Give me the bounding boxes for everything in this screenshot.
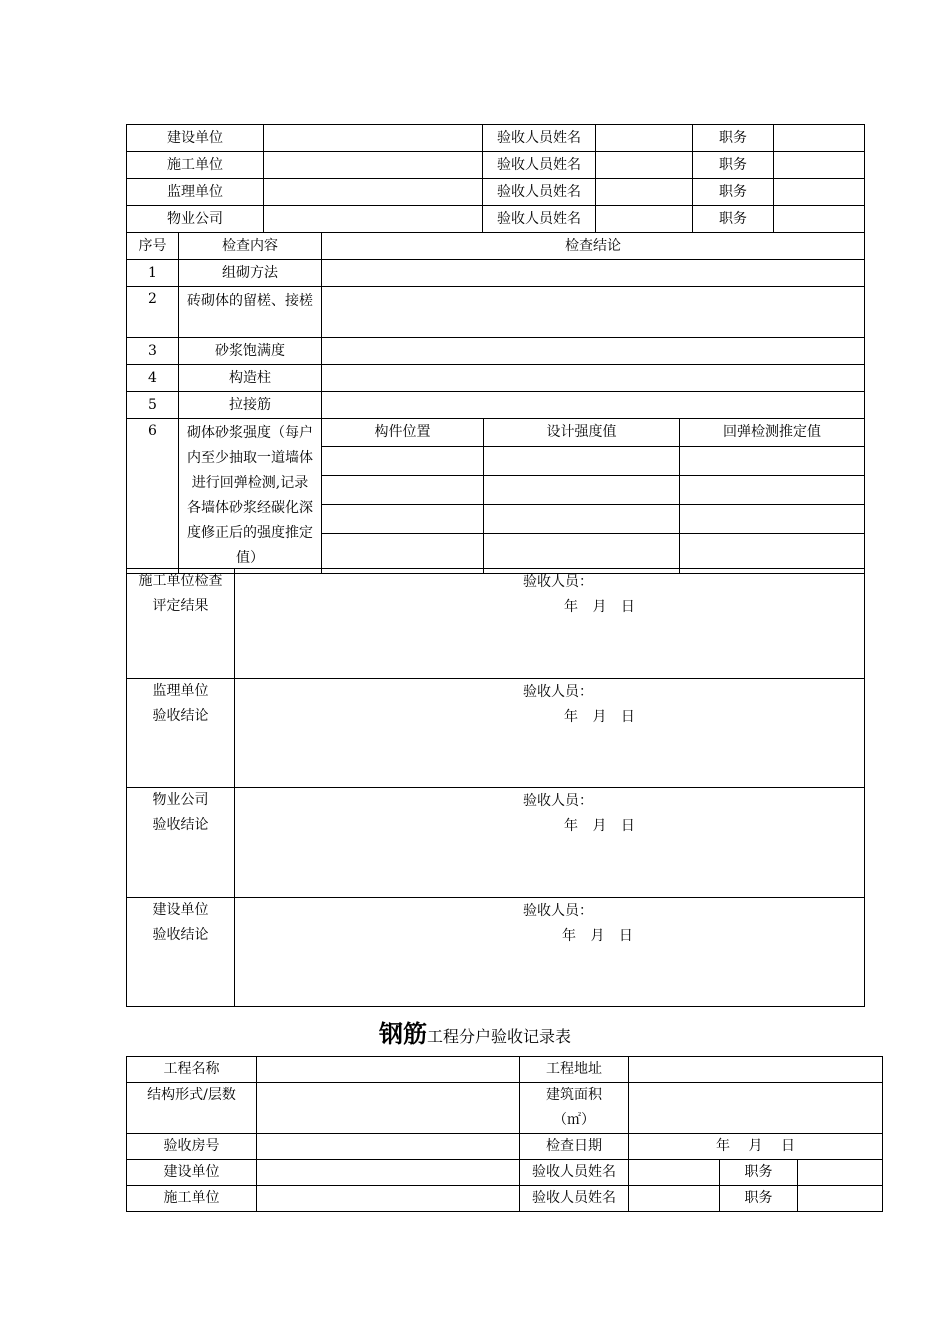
unit-row (127, 152, 865, 179)
rebar-form-table (126, 1056, 883, 1212)
item-content: 拉接筋 (179, 392, 322, 419)
unit-label: 施工单位 (127, 152, 264, 179)
structure-label: 结构形式/层数 (127, 1083, 257, 1134)
conclusion-body[interactable] (235, 569, 865, 679)
form-title (0, 1014, 950, 1049)
design-strength-cell[interactable] (484, 446, 680, 475)
table-row (127, 338, 865, 365)
table-row (127, 287, 865, 338)
project-address-value[interactable] (629, 1057, 883, 1083)
inspection-table (126, 232, 865, 574)
unit-row (127, 125, 865, 152)
inspector-label: 验收人员： (523, 574, 593, 590)
position-value[interactable] (798, 1186, 883, 1212)
unit-label: 建设单位 (127, 1160, 257, 1186)
units-table (126, 124, 865, 233)
table-row (127, 1134, 883, 1160)
table-row (127, 419, 865, 447)
unit-value[interactable] (264, 125, 483, 152)
table-row (127, 1083, 883, 1134)
date-label: 年 月 日 (564, 599, 635, 615)
header-row (127, 233, 865, 260)
sub-header-design-strength: 设计强度值 (484, 419, 680, 447)
unit-row (127, 206, 865, 233)
room-no-value[interactable] (257, 1134, 520, 1160)
conclusion-body[interactable] (235, 898, 865, 1007)
date-label: 年 月 日 (564, 709, 635, 725)
table-row (127, 365, 865, 392)
header-no: 序号 (127, 233, 179, 260)
inspector-label: 验收人员姓名 (483, 206, 596, 233)
item-content: 砂浆饱满度 (179, 338, 322, 365)
rebound-value-cell[interactable] (680, 475, 865, 504)
rebound-value-cell[interactable] (680, 504, 865, 533)
position-value[interactable] (798, 1160, 883, 1186)
header-result: 检查结论 (322, 233, 865, 260)
unit-value[interactable] (264, 179, 483, 206)
position-label: 职务 (693, 152, 774, 179)
conclusion-row (127, 679, 865, 788)
unit-label: 施工单位 (127, 1186, 257, 1212)
position-value[interactable] (774, 179, 865, 206)
project-name-label: 工程名称 (127, 1057, 257, 1083)
unit-value[interactable] (257, 1160, 520, 1186)
item-result[interactable] (322, 392, 865, 419)
unit-label: 监理单位 (127, 179, 264, 206)
rebound-value-cell[interactable] (680, 446, 865, 475)
inspector-value[interactable] (629, 1160, 720, 1186)
position-label: 职务 (693, 179, 774, 206)
inspector-label: 验收人员姓名 (520, 1160, 629, 1186)
unit-value[interactable] (264, 152, 483, 179)
location-cell[interactable] (322, 504, 484, 533)
header-content: 检查内容 (179, 233, 322, 260)
item-content: 构造柱 (179, 365, 322, 392)
inspector-label: 验收人员： (523, 793, 593, 809)
design-strength-cell[interactable] (484, 475, 680, 504)
design-strength-cell[interactable] (484, 504, 680, 533)
structure-value[interactable] (257, 1083, 520, 1134)
unit-row (127, 1160, 883, 1186)
item-no: 5 (127, 392, 179, 419)
form-title-rest: 工程分户验收记录表 (426, 1027, 571, 1046)
conclusion-body[interactable] (235, 679, 865, 788)
item-no: 6 (127, 419, 179, 574)
room-no-label: 验收房号 (127, 1134, 257, 1160)
table-row (127, 1057, 883, 1083)
item-result[interactable] (322, 260, 865, 287)
position-label: 职务 (720, 1186, 798, 1212)
item-no: 1 (127, 260, 179, 287)
position-value[interactable] (774, 125, 865, 152)
location-cell[interactable] (322, 446, 484, 475)
position-value[interactable] (774, 206, 865, 233)
check-date-value[interactable]: 年 月 日 (629, 1134, 883, 1160)
conclusion-row (127, 569, 865, 679)
area-label: 建筑面积（㎡） (546, 1087, 602, 1128)
inspector-value[interactable] (629, 1186, 720, 1212)
position-value[interactable] (774, 152, 865, 179)
item-no: 3 (127, 338, 179, 365)
project-address-label: 工程地址 (520, 1057, 629, 1083)
conclusion-label: 施工单位检查评定结果 (138, 573, 223, 614)
conclusion-row (127, 898, 865, 1007)
inspector-label: 验收人员姓名 (483, 125, 596, 152)
sub-header-rebound-value: 回弹检测推定值 (680, 419, 865, 447)
item-no: 4 (127, 365, 179, 392)
unit-row (127, 1186, 883, 1212)
inspector-value[interactable] (596, 206, 693, 233)
item-no: 2 (127, 287, 179, 338)
project-name-value[interactable] (257, 1057, 520, 1083)
item-result[interactable] (322, 338, 865, 365)
conclusion-body[interactable] (235, 788, 865, 898)
inspector-label: 验收人员： (523, 903, 593, 919)
date-label: 年 月 日 (562, 928, 633, 944)
item-content: 砖砌体的留槎、接槎 (187, 293, 313, 309)
item-result[interactable] (322, 287, 865, 338)
conclusion-label: 建设单位验收结论 (152, 902, 209, 943)
sub-header-location: 构件位置 (322, 419, 484, 447)
inspector-label: 验收人员： (523, 684, 593, 700)
check-date-label: 检查日期 (520, 1134, 629, 1160)
date-label: 年 月 日 (564, 818, 635, 834)
item-result[interactable] (322, 365, 865, 392)
position-label: 职务 (693, 125, 774, 152)
inspector-value[interactable] (596, 152, 693, 179)
conclusion-row (127, 788, 865, 898)
position-label: 职务 (693, 206, 774, 233)
table-row (127, 392, 865, 419)
form-title-bold: 钢筋 (378, 1019, 427, 1048)
unit-label: 物业公司 (127, 206, 264, 233)
inspector-label: 验收人员姓名 (520, 1186, 629, 1212)
unit-value[interactable] (257, 1186, 520, 1212)
conclusion-label: 物业公司验收结论 (152, 792, 209, 833)
unit-label: 建设单位 (127, 125, 264, 152)
location-cell[interactable] (322, 475, 484, 504)
inspector-label: 验收人员姓名 (483, 152, 596, 179)
conclusion-label: 监理单位验收结论 (152, 683, 209, 724)
inspector-label: 验收人员姓名 (483, 179, 596, 206)
conclusions-table (126, 568, 865, 1007)
item-content: 砌体砂浆强度（每户内至少抽取一道墙体进行回弹检测,记录各墙体砂浆经碳化深度修正后的强度推定值） (187, 425, 313, 566)
unit-row (127, 179, 865, 206)
inspector-value[interactable] (596, 125, 693, 152)
table-row (127, 260, 865, 287)
unit-value[interactable] (264, 206, 483, 233)
item-content: 组砌方法 (179, 260, 322, 287)
position-label: 职务 (720, 1160, 798, 1186)
area-value[interactable] (629, 1083, 883, 1134)
inspector-value[interactable] (596, 179, 693, 206)
